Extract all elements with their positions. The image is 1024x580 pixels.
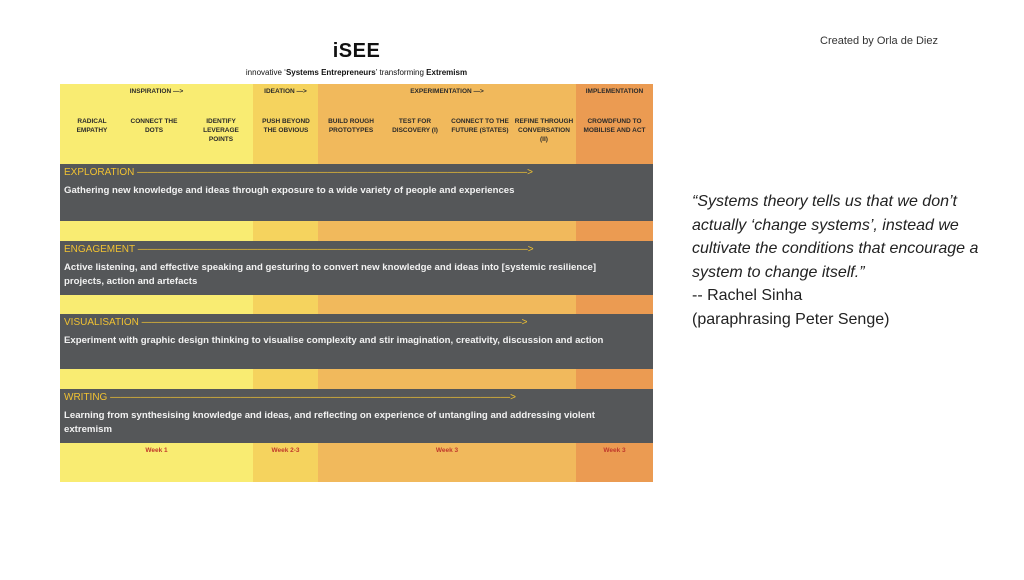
step-refine-through-conversation: REFINE THROUGH CONVERSATION (II) bbox=[514, 118, 574, 143]
phase-experimentation: EXPERIMENTATION —> bbox=[410, 88, 484, 95]
subtitle-part-1: innovative ‘ bbox=[245, 68, 286, 77]
week-label-ideation: Week 2-3 bbox=[271, 447, 300, 454]
phase-ideation: IDEATION —> bbox=[264, 88, 307, 95]
band-exploration-text: Gathering new knowledge and ideas through exposure to a wide variety of people and experiences bbox=[64, 185, 515, 196]
band-writing-title: WRITING ————————————————————————————————————————> bbox=[64, 392, 516, 403]
step-push-beyond-the-obvious: PUSH BEYOND THE OBVIOUS bbox=[262, 118, 310, 134]
week-label-experimentation: Week 3 bbox=[435, 447, 459, 454]
subtitle-part-3: ’ transforming bbox=[375, 68, 427, 77]
week-label-implementation: Week 3 bbox=[603, 447, 626, 454]
quote-text: “Systems theory tells us that we don’t actually ‘change systems’, instead we cultivate the conditions that encourage a system to change itself.” bbox=[692, 193, 979, 281]
band-visualisation-title: VISUALISATION ——————————————————————————————————————> bbox=[64, 317, 528, 328]
diagram-title: iSEE bbox=[332, 40, 381, 62]
step-test-for-discovery: TEST FOR DISCOVERY (I) bbox=[392, 118, 438, 134]
band-exploration bbox=[60, 164, 653, 221]
band-writing-text: Learning from synthesising knowledge and ideas, and reflecting on experience of untangling and addressing violent extremism bbox=[64, 410, 595, 435]
phase-inspiration: INSPIRATION —> bbox=[129, 88, 184, 95]
step-crowdfund: CROWDFUND TO MOBILISE AND ACT bbox=[583, 118, 646, 134]
subtitle-part-2: Systems Entrepreneurs bbox=[285, 68, 376, 77]
quote-attribution: -- Rachel Sinha bbox=[692, 287, 803, 304]
band-exploration-title: EXPLORATION ———————————————————————————————————————> bbox=[64, 167, 534, 178]
step-connect-the-dots: CONNECT THE DOTS bbox=[130, 118, 178, 134]
band-visualisation-text: Experiment with graphic design thinking to visualise complexity and stir imagination, creativity, discussion and action bbox=[64, 335, 604, 346]
subtitle-part-4: Extremism bbox=[426, 68, 468, 77]
band-engagement bbox=[60, 241, 653, 295]
step-identify-leverage-points: IDENTIFY LEVERAGE POINTS bbox=[203, 118, 239, 143]
band-writing bbox=[60, 389, 653, 443]
phase-implementation: IMPLEMENTATION bbox=[585, 88, 644, 95]
band-visualisation bbox=[60, 314, 653, 369]
quote-block bbox=[692, 190, 992, 331]
diagram-subtitle bbox=[60, 68, 653, 77]
step-radical-empathy: RADICAL EMPATHY bbox=[76, 118, 108, 134]
credit-text: Created by Orla de Diez bbox=[820, 35, 938, 47]
step-build-rough-prototypes: BUILD ROUGH PROTOTYPES bbox=[328, 118, 374, 134]
quote-note: (paraphrasing Peter Senge) bbox=[692, 310, 890, 328]
band-engagement-text: Active listening, and effective speaking and gesturing to convert new knowledge and ideas into [systemic resilience] projects, action and artefacts bbox=[64, 262, 597, 287]
step-connect-to-the-future: CONNECT TO THE FUTURE (STATES) bbox=[451, 118, 509, 134]
process-board bbox=[60, 84, 653, 482]
band-engagement-title: ENGAGEMENT ———————————————————————————————————————> bbox=[64, 244, 534, 255]
week-label-inspiration: Week 1 bbox=[145, 447, 168, 454]
